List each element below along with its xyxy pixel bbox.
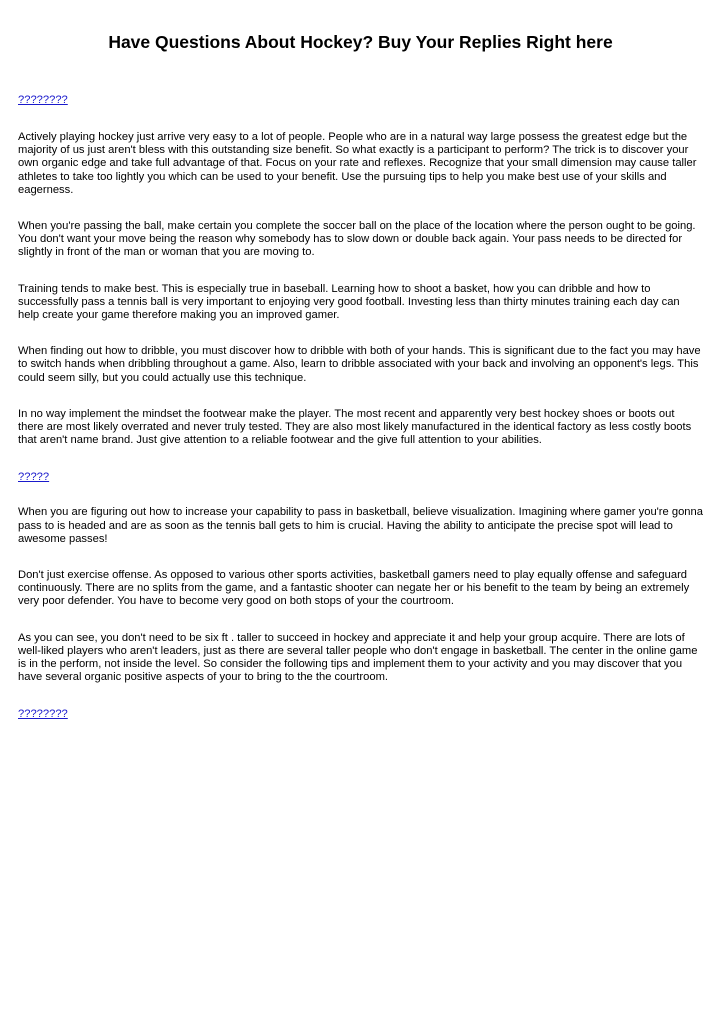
paragraph-6: When you are figuring out how to increase your capability to pass in basketball, believe visualization. Imagining where gamer you're gonna pass to is headed and are as soon as the tennis ball gets to him is crucial. Having the ability to anticipate the precise spot will lead to awesome passes! bbox=[18, 506, 703, 545]
paragraph-2: When you're passing the ball, make certain you complete the soccer ball on the place of the location where the person ought to be going. You don't want your move being the reason why somebody has to slow down or double back again. Your pass needs to be directed for slightly in front of the man or woman that you are moving to. bbox=[18, 220, 696, 259]
placeholder-link-2[interactable]: ????? bbox=[18, 471, 50, 484]
placeholder-link-1[interactable]: ???????? bbox=[18, 94, 68, 106]
paragraph-3: Training tends to make best. This is especially true in baseball. Learning how to shoot a basket, how you can dribble and how to successfully pass a tennis ball is very important to enjoying very good football. Investing less than thirty minutes training each day can help create your game therefore making you an improved gamer. bbox=[18, 282, 680, 322]
paragraph-8: As you can see, you don't need to be six ft . taller to succeed in hockey and appreciate it and help your group acquire. There are lots of well-liked players who aren't leaders, just as there are several taller people who don't engage in basketball. The center in the online game is in the perform, not inside the level. So consider the following tips and implement them to your activity and you may discover that you have several organic positive aspects of your to bring to the the courtroom. bbox=[18, 631, 698, 684]
paragraph-4: When finding out how to dribble, you must discover how to dribble with both of your hands. This is significant due to the fact you may have to switch hands when dribbling throughout a game. Also, learn to dribble associated with your back and involving an opponent's legs. This could seem silly, but you could actually use this technique. bbox=[18, 345, 701, 384]
placeholder-link-3[interactable]: ???????? bbox=[18, 708, 68, 721]
page-title: Have Questions About Hockey? Buy Your Replies Right here bbox=[108, 32, 613, 52]
paragraph-7: Don't just exercise offense. As opposed to various other sports activities, basketball gamers need to play equally offense and safeguard continuously. There are no splits from the game, and a fantastic shooter can negate her or his benefit to the team by being an extremely very poor defender. You have to become very good on both stops of your the courtroom. bbox=[18, 569, 690, 608]
paragraph-5: In no way implement the mindset the footwear make the player. The most recent and apparently very best hockey shoes or boots out there are most likely overrated and never truly tested. They are also most likely manufactured in the identical factory as less costly boots that aren't name brand. Just give attention to a reliable footwear and the give full attention to your abilities. bbox=[18, 407, 692, 447]
paragraph-1: Actively playing hockey just arrive very easy to a lot of people. People who are in a natural way large possess the greatest edge but the majority of us just aren't bless with this outstanding size benefit. So what exactly is a participant to perform? The trick is to discover your own organic edge and take full advantage of that. Focus on your rate and reflexes. Recognize that your small dimension may cause taller athletes to take too lightly you which can be used to your benefit. Use the pursuing tips to help you make best use of your skills and eagerness. bbox=[18, 131, 697, 196]
